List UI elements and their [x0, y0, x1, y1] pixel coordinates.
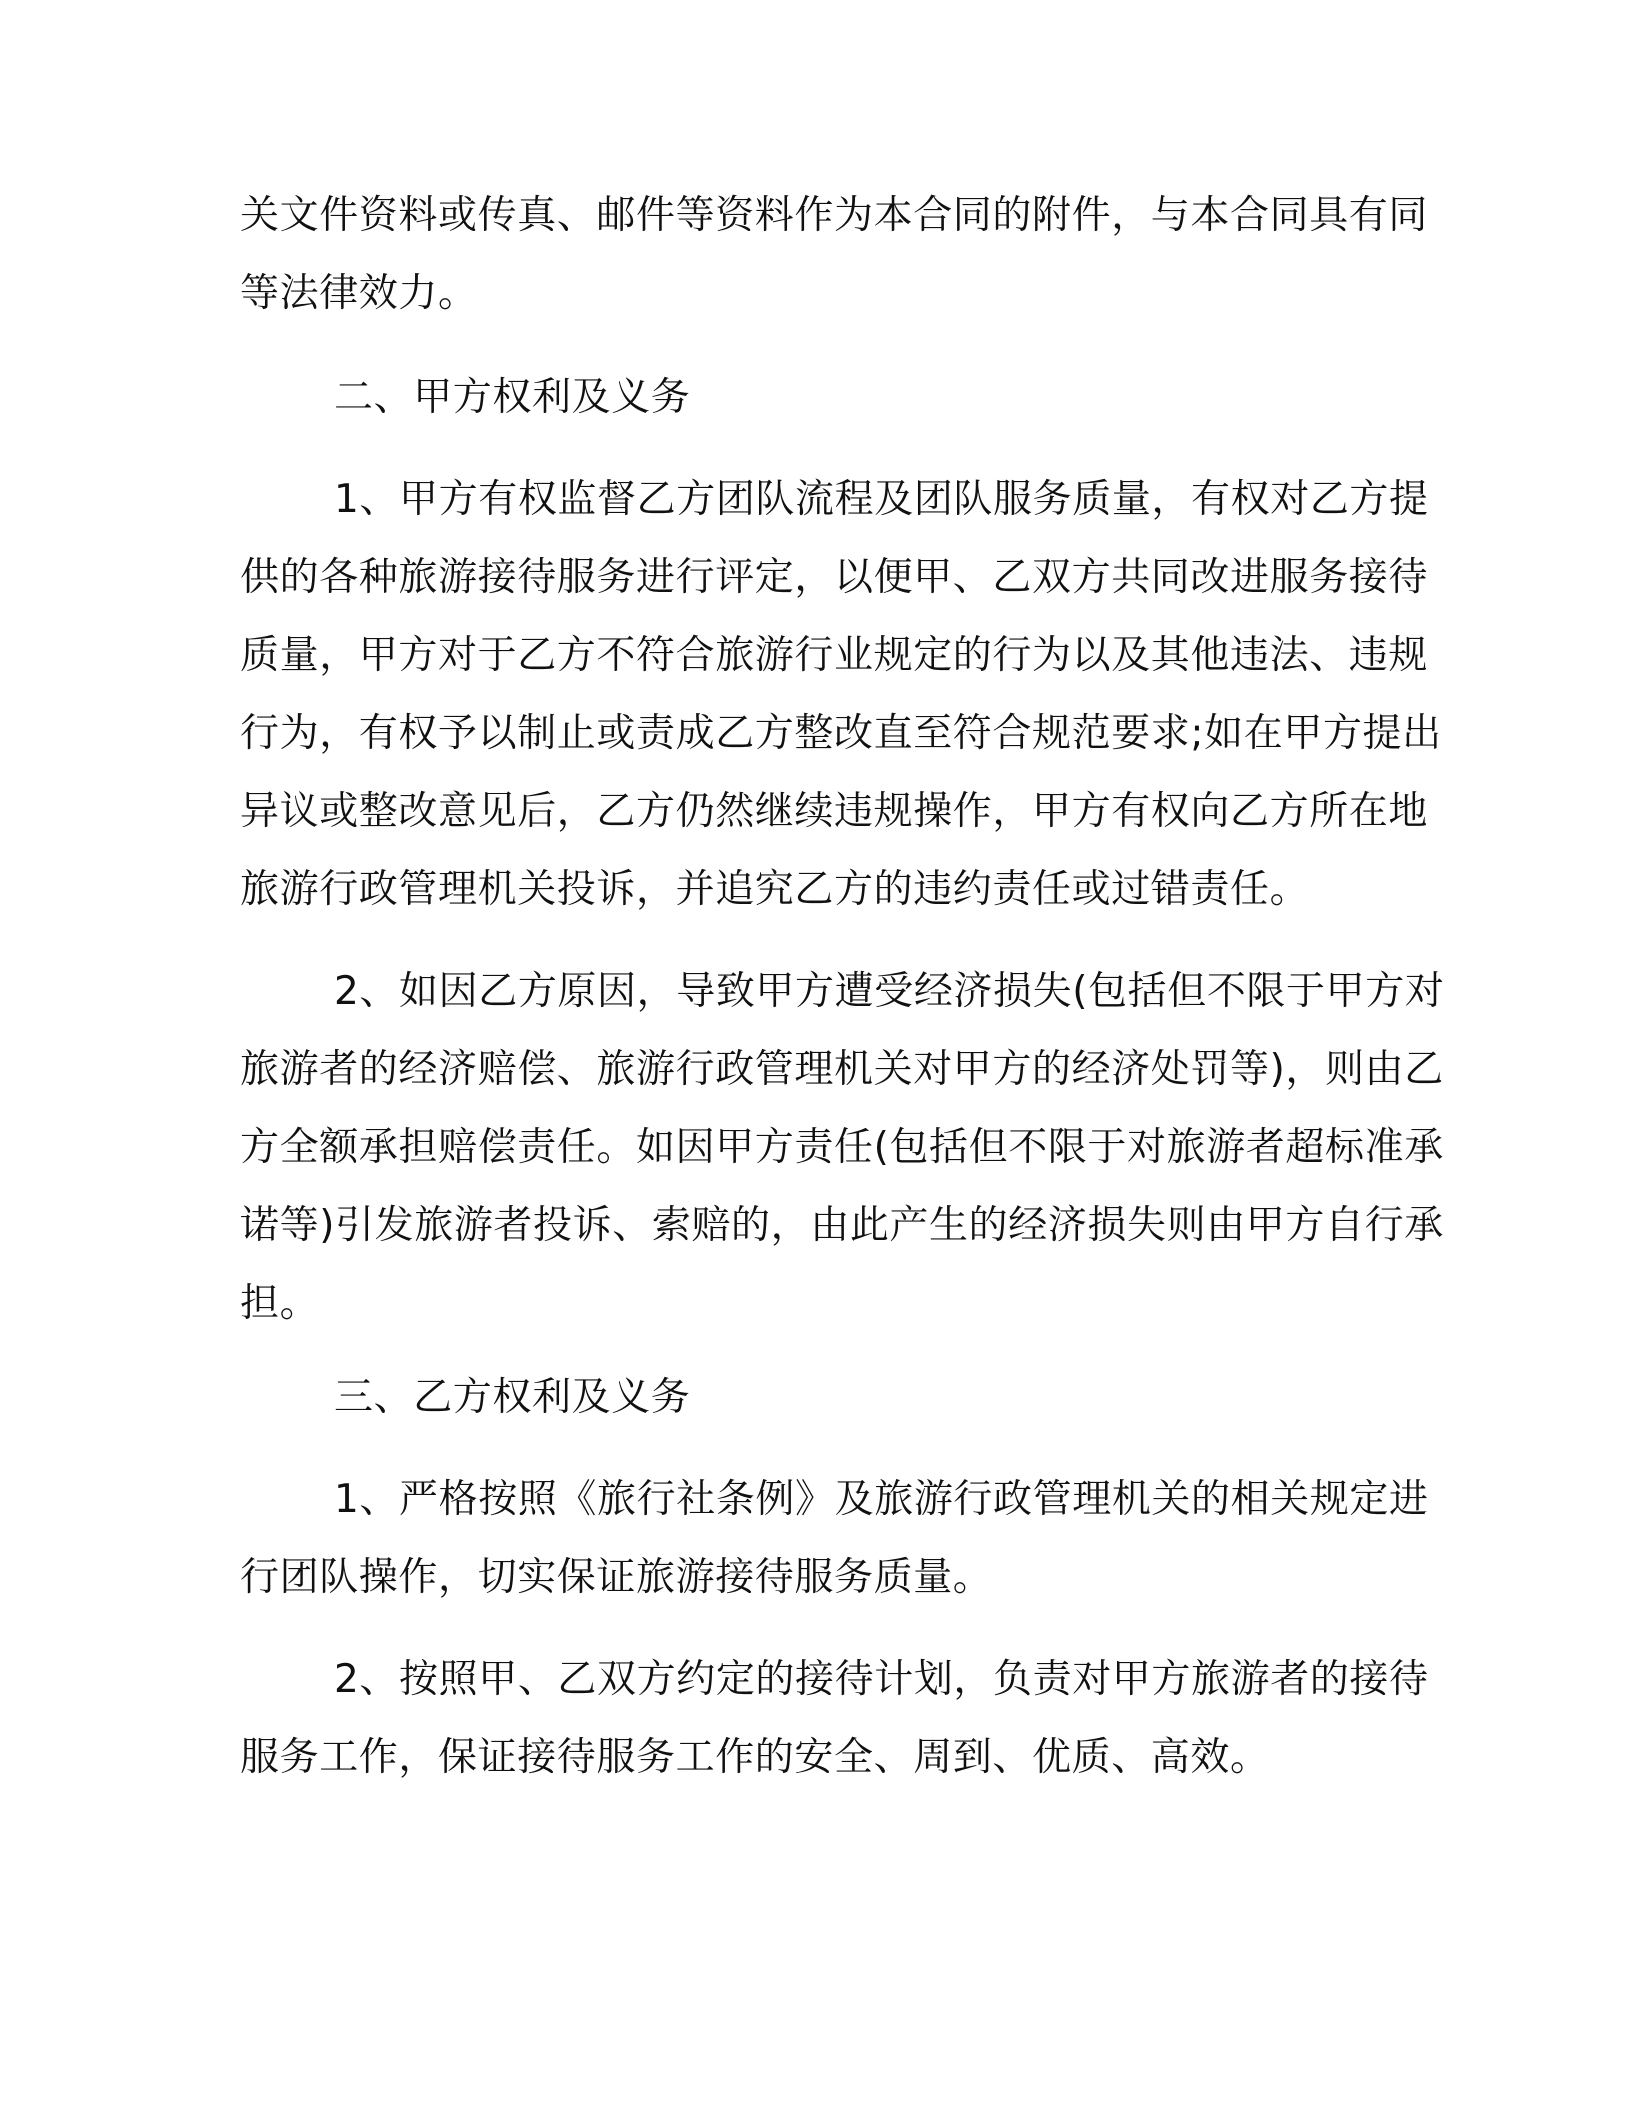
clause-a2-line-1: 2、如因乙方原因，导致甲方遭受经济损失(包括但不限于甲方对: [334, 969, 1445, 1014]
paragraph-continuation-line-2: 等法律效力。: [240, 271, 478, 316]
clause-a2-line-5: 担。: [240, 1281, 320, 1326]
clause-a1-line-2: 供的各种旅游接待服务进行评定，以便甲、乙双方共同改进服务接待: [240, 555, 1429, 600]
clause-a2-line-2: 旅游者的经济赔偿、旅游行政管理机关对甲方的经济处罚等)，则由乙: [240, 1047, 1444, 1092]
clause-b1-line-1: 1、严格按照《旅行社条例》及旅游行政管理机关的相关规定进: [334, 1477, 1429, 1522]
section-heading-party-b: 三、乙方权利及义务: [334, 1375, 691, 1420]
clause-b2-line-2: 服务工作，保证接待服务工作的安全、周到、优质、高效。: [240, 1735, 1270, 1780]
clause-a1-line-6: 旅游行政管理机关投诉，并追究乙方的违约责任或过错责任。: [240, 867, 1310, 912]
clause-b1-line-2: 行团队操作，切实保证旅游接待服务质量。: [240, 1555, 993, 1600]
clause-a2-line-3: 方全额承担赔偿责任。如因甲方责任(包括但不限于对旅游者超标准承: [240, 1125, 1444, 1170]
paragraph-continuation-line-1: 关文件资料或传真、邮件等资料作为本合同的附件，与本合同具有同: [240, 193, 1429, 238]
clause-b2-line-1: 2、按照甲、乙双方约定的接待计划，负责对甲方旅游者的接待: [334, 1657, 1429, 1702]
section-heading-party-a: 二、甲方权利及义务: [334, 375, 691, 420]
clause-a2-line-4: 诺等)引发旅游者投诉、索赔的，由此产生的经济损失则由甲方自行承: [240, 1203, 1444, 1248]
clause-a1-line-4: 行为，有权予以制止或责成乙方整改直至符合规范要求;如在甲方提出: [240, 711, 1442, 756]
clause-a1-line-5: 异议或整改意见后，乙方仍然继续违规操作，甲方有权向乙方所在地: [240, 789, 1429, 834]
clause-a1-line-1: 1、甲方有权监督乙方团队流程及团队服务质量，有权对乙方提: [334, 477, 1429, 522]
clause-a1-line-3: 质量，甲方对于乙方不符合旅游行业规定的行为以及其他违法、违规: [240, 633, 1429, 678]
